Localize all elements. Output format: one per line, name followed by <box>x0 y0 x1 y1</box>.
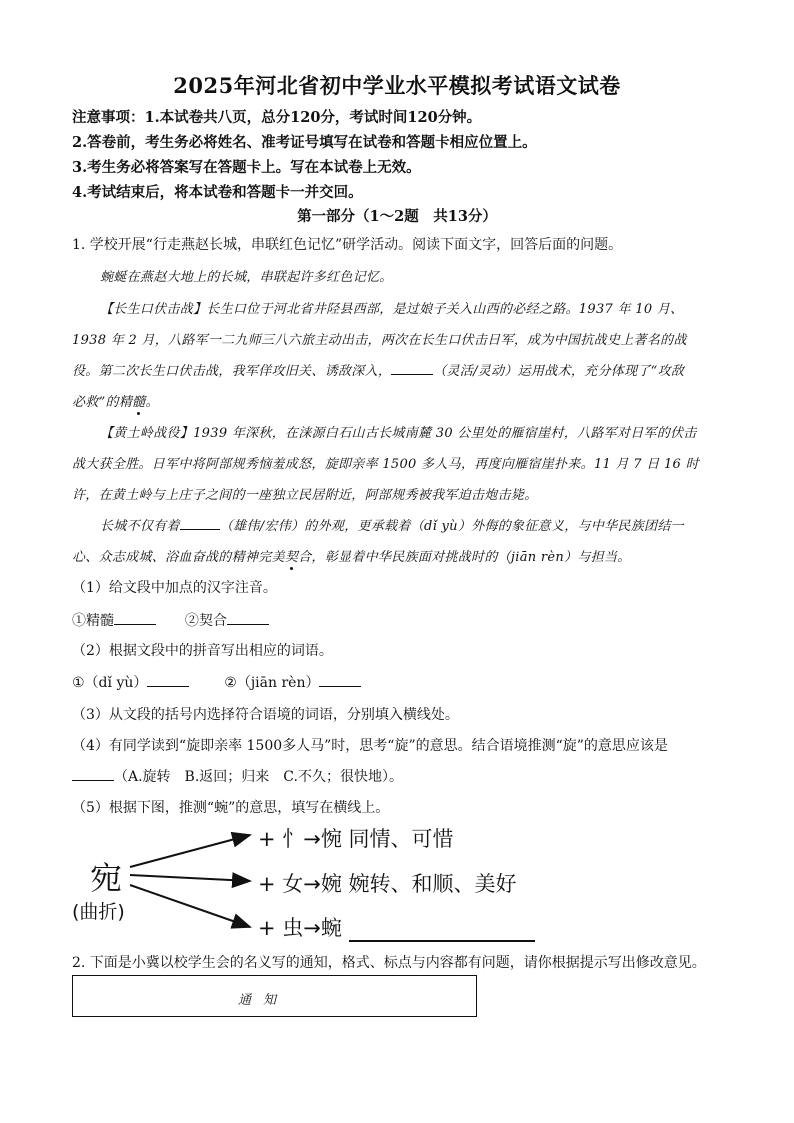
dotted-char-qi: 契 <box>284 550 299 565</box>
arrow-down <box>130 885 250 927</box>
notice-line-4: 4.考试结束后，将本试卷和答题卡一并交回。 <box>72 184 363 201</box>
blank-1[interactable] <box>391 362 433 375</box>
passage-p3-line-2 <box>72 546 631 565</box>
passage-p1-line-3-text-b: （灵活/灵动）运用战术，充分体现了“攻敌 <box>433 364 685 379</box>
branch-3-text: + 虫→蜿 <box>258 916 349 940</box>
question-2-prompt: 2. 下面是小冀以校学生会的名义写的通知，格式、标点与内容都有问题，请你根据提示写出修改意见。 <box>72 955 706 971</box>
passage-p3-line-1-text-a: 长城不仅有着 <box>100 519 180 534</box>
notice-line-1: 注意事项：1.本试卷共八页，总分120分，考试时间120分钟。 <box>72 109 482 126</box>
answer-blank[interactable] <box>147 674 189 687</box>
blank-2[interactable] <box>180 517 220 530</box>
question-1-prompt: 1. 学校开展“行走燕赵长城，串联红色记忆”研学活动。阅读下面文字，回答后面的问题。 <box>72 237 623 253</box>
passage-p2-line-3: 许，在黄土岭与上庄子之间的一座独立民居附近，阿部规秀被我军迫击炮击毙。 <box>72 488 538 503</box>
section-heading: 第一部分（1～2题 共13分） <box>297 208 497 225</box>
sub-question-2-items <box>72 672 361 692</box>
exam-title: 2025年河北省初中学业水平模拟考试语文试卷 <box>173 73 621 98</box>
answer-blank[interactable] <box>319 674 361 687</box>
passage-p2-line-2: 战大获全胜。日军中将阿部规秀恼羞成怒，旋即亲率 1500 多人马，再度向雁宿崖扑来。11 月 7 日 16 时 <box>72 457 699 472</box>
branch-1: + 忄→惋 同情、可惜 <box>258 827 454 851</box>
sub-question-5: （5）根据下图，推测“蜿”的意思，填写在横线上。 <box>72 800 390 816</box>
sub1-item-1: ①精髓 <box>72 613 114 629</box>
passage-p1-line-3 <box>72 360 684 379</box>
branch-3-answer-blank[interactable] <box>349 920 535 942</box>
sub-question-4-options: （A.旋转 B.返回；归来 C.不久；很快地）。 <box>114 769 403 785</box>
passage-p3-line-1-text-b: （雄伟/宏伟）的外观，更承载着（dǐ yù）外侮的象征意义，与中华民族团结一 <box>219 519 684 534</box>
sub-question-3: （3）从文段的括号内选择符合语境的词语，分别填入横线处。 <box>72 707 459 723</box>
passage-p3-line-2-text-b: 合，彰显着中华民族面对挑战时的（jiān rèn）与担当。 <box>298 550 631 565</box>
passage-p1-line-4-text-b: 。 <box>145 395 159 410</box>
root-character: 宛 <box>90 859 123 897</box>
notice-line-2: 2.答卷前，考生务必将姓名、准考证号填写在试卷和答题卡相应位置上。 <box>72 134 537 151</box>
sub-question-4-line-1: （4）有同学读到“旋即亲率 1500多人马”时，思考“旋”的意思。结合语境推测“旋”的意思应该是 <box>72 738 668 754</box>
branch-2: + 女→婉 婉转、和顺、美好 <box>258 872 517 896</box>
passage-p1-line-2: 1938 年 2 月，八路军一二九师三八六旅主动出击，两次在长生口伏击日军，成为中国抗战史上著名的战 <box>72 333 687 348</box>
passage-p3-line-1 <box>100 515 684 534</box>
branch-3 <box>258 912 535 942</box>
sub-question-1-items <box>72 610 269 630</box>
sub-question-2: （2）根据文段中的拼音写出相应的词语。 <box>72 643 333 659</box>
passage-p2-line-1: 【黄土岭战役】1939 年深秋，在涞源白石山古长城南麓 30 公里处的雁宿崖村，八路军对日军的伏击 <box>100 426 697 441</box>
sub2-item-2: ②（jiān rèn） <box>224 675 320 691</box>
passage-p1-line-1: 【长生口伏击战】长生口位于河北省井陉县西部，是过娘子关入山西的必经之路。1937 年 10 月、 <box>100 302 684 317</box>
notice-title: 通知 <box>237 993 288 1008</box>
dotted-char-sui: 髓 <box>132 395 146 410</box>
sub1-item-2: ②契合 <box>184 613 227 629</box>
passage-p1-line-4 <box>72 391 159 410</box>
notice-line-3: 3.考生务必将答案写在答题卡上。写在本试卷上无效。 <box>72 159 421 176</box>
sub2-item-1: ①（dǐ yù） <box>72 675 148 691</box>
passage-intro: 蜿蜒在燕赵大地上的长城，串联起许多红色记忆。 <box>100 270 393 285</box>
passage-p3-line-2-text-a: 心、众志成城、浴血奋战的精神完美 <box>72 550 285 565</box>
passage-p1-line-4-text-a: 必救”的精 <box>72 395 133 410</box>
answer-blank[interactable] <box>72 768 114 781</box>
sub-question-1: （1）给文段中加点的汉字注音。 <box>72 580 277 596</box>
sub-question-4-line-2 <box>72 766 403 786</box>
arrow-middle <box>130 875 250 881</box>
answer-blank[interactable] <box>114 612 156 625</box>
arrow-up <box>130 835 250 867</box>
passage-p1-line-3-text-a: 役。第二次长生口伏击战，我军佯攻旧关、诱敌深入， <box>72 364 392 379</box>
notice-box <box>72 975 477 1017</box>
answer-blank[interactable] <box>227 612 269 625</box>
root-meaning: (曲折) <box>72 901 125 923</box>
character-diagram <box>60 815 580 945</box>
